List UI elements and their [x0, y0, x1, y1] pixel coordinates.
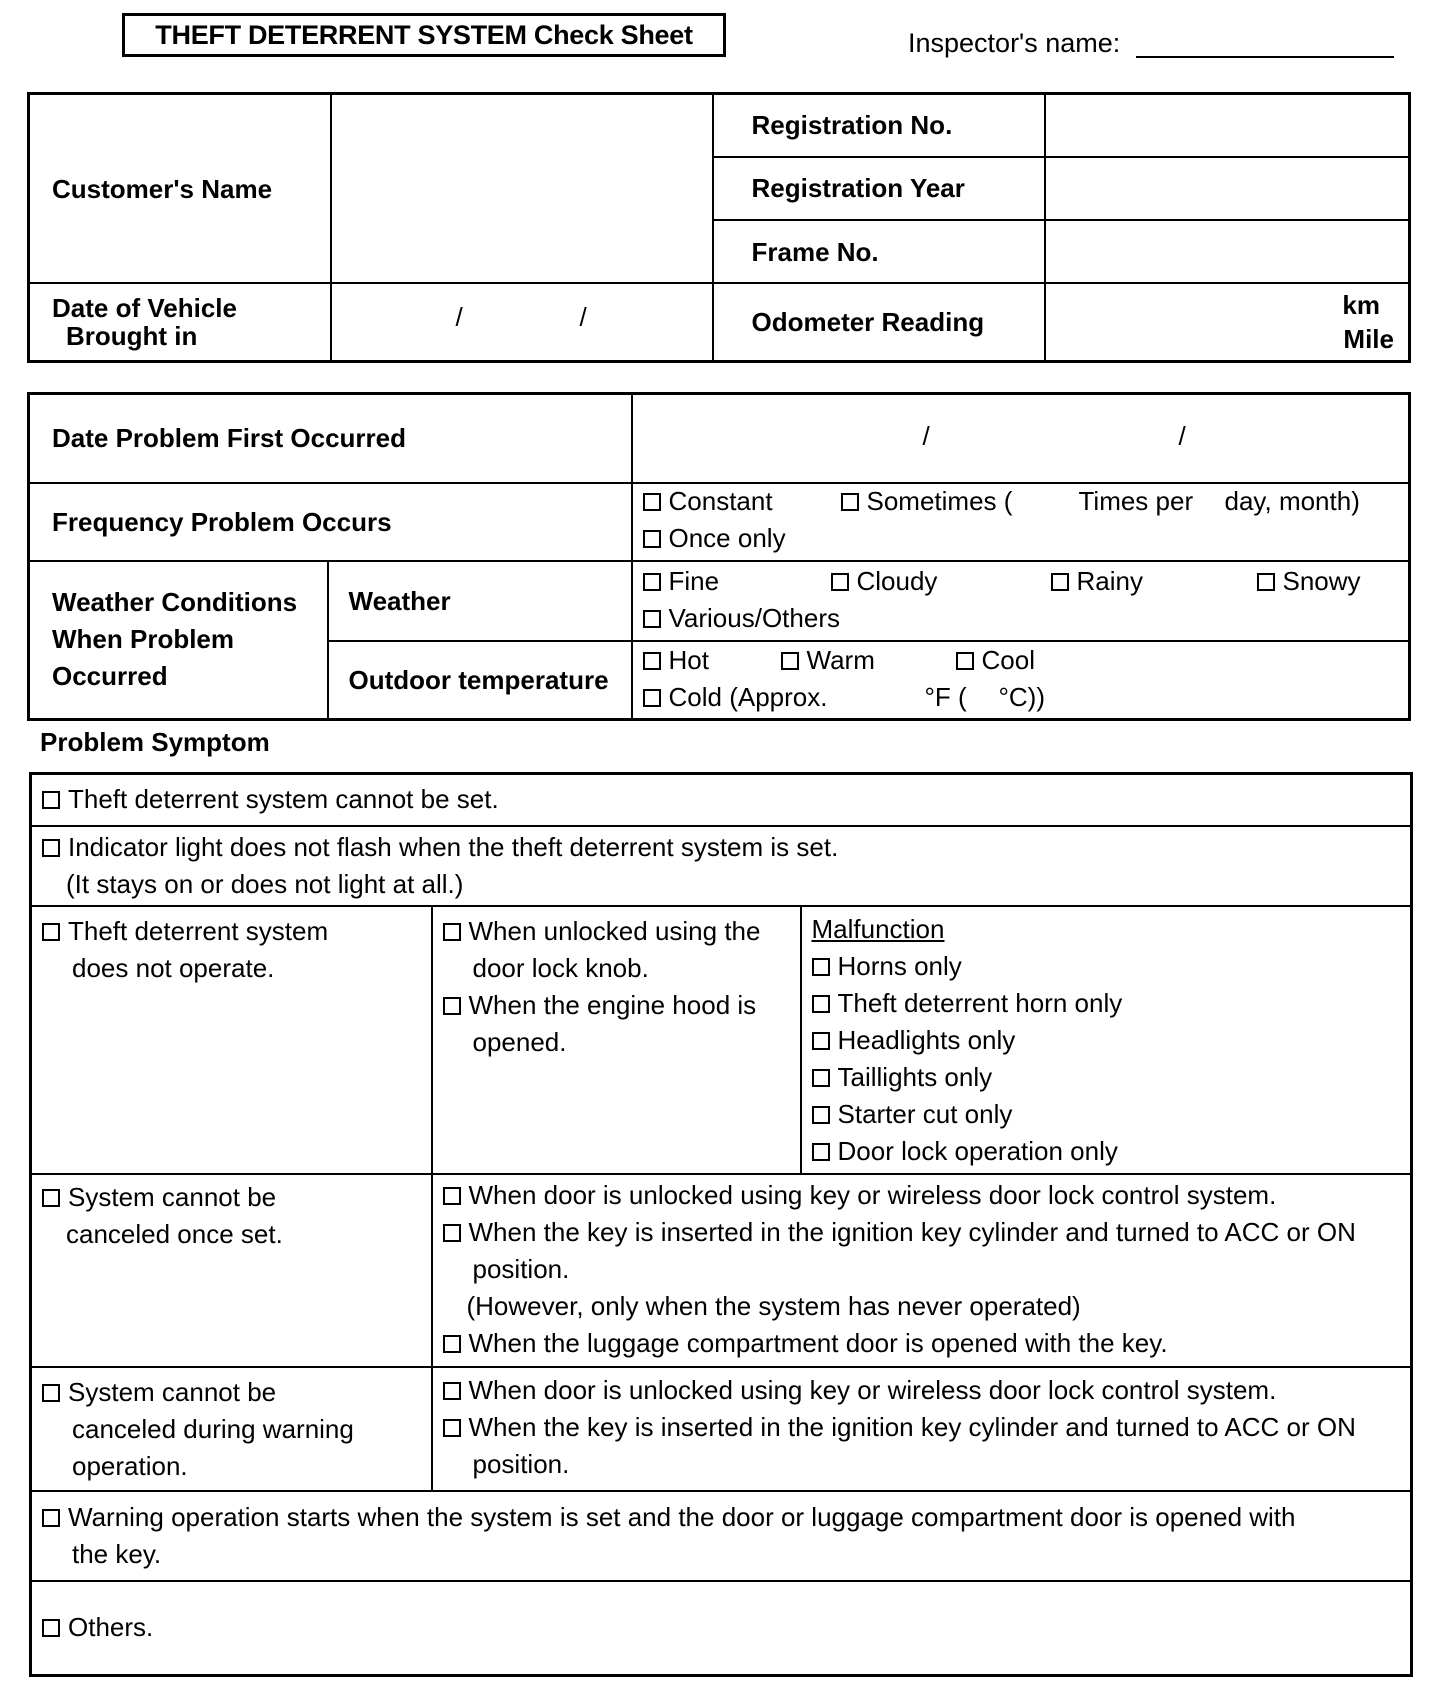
- symptom-warning-starts-line: [42, 1499, 1410, 1536]
- symptom-warning-starts-line2: the key.: [72, 1538, 162, 1569]
- option-label: Cool: [981, 644, 1035, 675]
- malfunction-text: Taillights only: [837, 1061, 993, 1092]
- option-label: Cold (Approx.: [668, 681, 828, 712]
- checkbox-icon[interactable]: [812, 1069, 830, 1087]
- condition-however-note: (However, only when the system has never operated): [466, 1290, 1081, 1321]
- temp-fahrenheit-unit: °F (: [924, 681, 967, 712]
- symptom-text: Others.: [68, 1612, 154, 1643]
- symptom-others[interactable]: [31, 1581, 1412, 1676]
- checkbox-icon[interactable]: [812, 1106, 830, 1124]
- symptom-not-operate[interactable]: [31, 906, 432, 1174]
- checkbox-icon[interactable]: [812, 958, 830, 976]
- symptom-indicator-light[interactable]: [31, 826, 1412, 906]
- registration-no-field[interactable]: [1045, 94, 1410, 157]
- frequency-day-month: day, month): [1224, 485, 1360, 516]
- condition-hood-opened-line2: opened.: [472, 1026, 567, 1057]
- frequency-constant-option[interactable]: [643, 486, 773, 517]
- malfunction-item[interactable]: [812, 1133, 1411, 1170]
- option-label: Rainy: [1076, 565, 1143, 596]
- checkbox-icon[interactable]: [42, 1619, 60, 1637]
- weather-label: Weather: [328, 561, 632, 641]
- symptom-not-operate-line: [42, 913, 431, 950]
- checkbox-icon[interactable]: [956, 652, 974, 670]
- condition-text: When door is unlocked using key or wireless door lock control system.: [468, 1374, 1277, 1405]
- condition-text: When the key is inserted in the ignition key cylinder and turned to ACC or ON: [468, 1216, 1356, 1247]
- malfunction-item[interactable]: [812, 1022, 1411, 1059]
- option-label: Cloudy: [856, 565, 938, 596]
- date-brought-label-line2: Brought in: [66, 321, 198, 352]
- symptom-text: System cannot be: [68, 1181, 277, 1212]
- frequency-sometimes-option[interactable]: [841, 486, 1013, 517]
- date-slash: /: [1178, 421, 1186, 451]
- condition-text: When unlocked using the: [468, 915, 761, 946]
- symptom-warning-starts[interactable]: [31, 1491, 1412, 1581]
- date-brought-field[interactable]: [331, 283, 713, 361]
- option-label: Sometimes (: [866, 485, 1013, 516]
- condition-key-inserted-line2: position.: [472, 1448, 570, 1479]
- vehicle-info-table: [27, 92, 1411, 363]
- weather-options: [632, 561, 1410, 641]
- symptom-cancel-warning-line2: canceled during warning: [72, 1413, 354, 1444]
- symptom-cancel-warning-line3: operation.: [72, 1450, 188, 1481]
- checkbox-icon[interactable]: [1051, 573, 1069, 591]
- checkbox-icon[interactable]: [831, 573, 849, 591]
- frame-no-label: Frame No.: [713, 220, 1045, 283]
- symptom-others-line: [42, 1609, 1410, 1646]
- malfunction-list: [801, 906, 1412, 1174]
- condition-text: When the luggage compartment door is opened with the key.: [468, 1327, 1168, 1358]
- inspector-name-field[interactable]: [1136, 56, 1394, 58]
- malfunction-item[interactable]: [812, 1096, 1411, 1133]
- temp-cool-option[interactable]: [956, 645, 1035, 676]
- conditions-table: [27, 392, 1411, 721]
- temp-cold-option[interactable]: [643, 682, 828, 713]
- weather-cloudy-option[interactable]: [831, 566, 938, 597]
- date-slash: /: [455, 302, 463, 333]
- condition-text: When door is unlocked using key or wireless door lock control system.: [468, 1179, 1277, 1210]
- checkbox-icon[interactable]: [42, 1384, 60, 1402]
- checkbox-icon[interactable]: [42, 1189, 60, 1207]
- date-slash: /: [579, 302, 587, 333]
- registration-year-field[interactable]: [1045, 157, 1410, 220]
- malfunction-heading: Malfunction: [811, 913, 945, 944]
- symptom-indicator-line: [42, 829, 1410, 866]
- date-slash: /: [922, 421, 930, 451]
- frequency-once-option[interactable]: [643, 523, 786, 554]
- date-first-occurred-label: Date Problem First Occurred: [29, 394, 632, 483]
- checkbox-icon[interactable]: [643, 573, 661, 591]
- condition-key-inserted-line2: position.: [472, 1253, 570, 1284]
- weather-conditions-label: [29, 561, 328, 720]
- checkbox-icon[interactable]: [42, 1509, 60, 1527]
- checkbox-icon[interactable]: [812, 1032, 830, 1050]
- condition-door-unlocked[interactable]: [443, 1177, 1411, 1214]
- checkbox-icon[interactable]: [443, 1335, 461, 1353]
- symptom-cannot-cancel-warning[interactable]: [31, 1367, 432, 1491]
- condition-text: When the key is inserted in the ignition key cylinder and turned to ACC or ON: [468, 1411, 1356, 1442]
- checkbox-icon[interactable]: [42, 791, 60, 809]
- registration-no-label: Registration No.: [713, 94, 1045, 157]
- option-label: Various/Others: [668, 602, 840, 633]
- temp-hot-option[interactable]: [643, 645, 709, 676]
- malfunction-text: Starter cut only: [837, 1098, 1013, 1129]
- registration-year-label: Registration Year: [713, 157, 1045, 220]
- symptom-not-operate-line2: does not operate.: [72, 952, 275, 983]
- customer-name-label: Customer's Name: [29, 94, 331, 284]
- cancel-warning-conditions: [432, 1367, 1412, 1491]
- condition-unlocked-knob[interactable]: [443, 913, 800, 950]
- malfunction-text: Headlights only: [837, 1024, 1016, 1055]
- condition-text: When the engine hood is: [468, 989, 757, 1020]
- odometer-unit-mile: Mile: [1343, 324, 1394, 355]
- symptom-cannot-set[interactable]: [31, 774, 1412, 826]
- checkbox-icon[interactable]: [841, 493, 859, 511]
- frequency-options: [632, 483, 1410, 561]
- option-label: Hot: [668, 644, 709, 675]
- symptom-text: Theft deterrent system: [68, 915, 329, 946]
- odometer-label: Odometer Reading: [713, 283, 1045, 361]
- checkbox-icon[interactable]: [812, 1143, 830, 1161]
- weather-rainy-option[interactable]: [1051, 566, 1143, 597]
- symptom-cannot-cancel[interactable]: [31, 1174, 432, 1367]
- condition-unlocked-knob-line2: door lock knob.: [472, 952, 649, 983]
- symptom-text: Indicator light does not flash when the theft deterrent system is set.: [68, 831, 839, 862]
- odometer-field[interactable]: [1045, 283, 1410, 361]
- date-brought-label: [29, 283, 331, 361]
- symptom-text: Theft deterrent system cannot be set.: [68, 784, 499, 815]
- malfunction-text: Door lock operation only: [837, 1135, 1118, 1166]
- weather-conditions-line3: Occurred: [52, 661, 168, 692]
- condition-luggage-opened[interactable]: [443, 1325, 1411, 1362]
- symptom-text: System cannot be: [68, 1376, 277, 1407]
- cannot-cancel-conditions: [432, 1174, 1412, 1367]
- condition-key-inserted[interactable]: [443, 1214, 1411, 1251]
- symptom-cancel-warning-line: [42, 1374, 431, 1411]
- temp-celsius-unit: °C)): [998, 681, 1045, 712]
- checkbox-icon[interactable]: [812, 995, 830, 1013]
- weather-various-option[interactable]: [643, 603, 840, 634]
- option-label: Once only: [668, 522, 786, 553]
- checkbox-icon[interactable]: [42, 923, 60, 941]
- weather-snowy-option[interactable]: [1257, 566, 1361, 597]
- option-label: Warm: [806, 644, 875, 675]
- weather-conditions-line2: When Problem: [52, 624, 235, 655]
- checkbox-icon[interactable]: [443, 1419, 461, 1437]
- condition-door-unlocked[interactable]: [443, 1372, 1411, 1409]
- weather-conditions-line1: Weather Conditions: [52, 587, 298, 618]
- symptoms-table: [29, 772, 1413, 1677]
- option-label: Fine: [668, 565, 720, 596]
- odometer-unit-km: km: [1342, 290, 1380, 321]
- inspector-label: Inspector's name:: [908, 28, 1121, 58]
- checkbox-icon[interactable]: [643, 530, 661, 548]
- checkbox-icon[interactable]: [643, 652, 661, 670]
- temp-warm-option[interactable]: [781, 645, 875, 676]
- not-operate-conditions: [432, 906, 801, 1174]
- malfunction-item[interactable]: [812, 948, 1411, 985]
- malfunction-text: Theft deterrent horn only: [837, 987, 1123, 1018]
- option-label: Constant: [668, 485, 773, 516]
- malfunction-item[interactable]: [812, 985, 1411, 1022]
- malfunction-item[interactable]: [812, 1059, 1411, 1096]
- page-title-text: THEFT DETERRENT SYSTEM Check Sheet: [155, 19, 693, 50]
- symptom-cannot-cancel-line2: canceled once set.: [66, 1218, 283, 1249]
- malfunction-text: Horns only: [837, 950, 962, 981]
- checkbox-icon[interactable]: [443, 923, 461, 941]
- date-first-occurred-field[interactable]: [632, 394, 1410, 483]
- checkbox-icon[interactable]: [643, 493, 661, 511]
- checkbox-icon[interactable]: [443, 1224, 461, 1242]
- frequency-times-per: Times per: [1078, 485, 1194, 516]
- symptom-text: Warning operation starts when the system is set and the door or luggage compartment door is opened with: [68, 1501, 1296, 1532]
- checkbox-icon[interactable]: [443, 1187, 461, 1205]
- problem-symptom-heading: Problem Symptom: [40, 727, 270, 757]
- outdoor-temperature-label: Outdoor temperature: [328, 641, 632, 720]
- customer-name-field[interactable]: [331, 94, 713, 284]
- condition-hood-opened[interactable]: [443, 987, 800, 1024]
- checkbox-icon[interactable]: [643, 689, 661, 707]
- checkbox-icon[interactable]: [443, 997, 461, 1015]
- symptom-indicator-note: (It stays on or does not light at all.): [66, 868, 464, 899]
- checkbox-icon[interactable]: [781, 652, 799, 670]
- checkbox-icon[interactable]: [1257, 573, 1275, 591]
- symptom-cannot-cancel-line: [42, 1179, 431, 1216]
- checkbox-icon[interactable]: [643, 610, 661, 628]
- frequency-label: Frequency Problem Occurs: [29, 483, 632, 561]
- weather-fine-option[interactable]: [643, 566, 720, 597]
- frame-no-field[interactable]: [1045, 220, 1410, 283]
- checkbox-icon[interactable]: [443, 1382, 461, 1400]
- condition-key-inserted[interactable]: [443, 1409, 1411, 1446]
- symptom-cannot-set-line: [42, 781, 1410, 818]
- option-label: Snowy: [1282, 565, 1361, 596]
- page-title: [122, 13, 726, 57]
- date-brought-label-line1: Date of Vehicle: [52, 293, 237, 324]
- checkbox-icon[interactable]: [42, 839, 60, 857]
- temperature-options: [632, 641, 1410, 720]
